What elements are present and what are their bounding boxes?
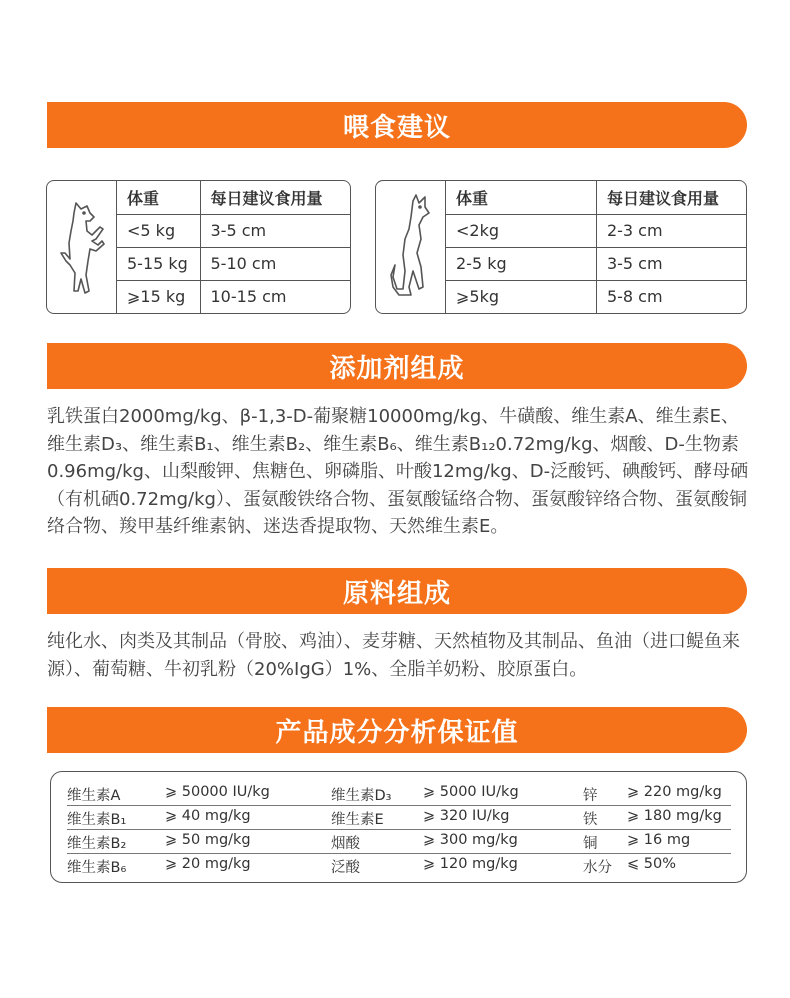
- amount-cell: 3-5 cm: [200, 214, 350, 247]
- nutrient-name: 锌: [583, 788, 598, 804]
- cat-feeding-table: [375, 180, 747, 314]
- nutrient-name: 维生素E: [331, 812, 384, 828]
- section-banner-feeding: [47, 102, 747, 148]
- table-row: [117, 280, 350, 313]
- table-row: [67, 829, 731, 854]
- weight-cell: 2-5 kg: [446, 247, 596, 280]
- amount-cell: 10-15 cm: [210, 287, 287, 307]
- cat-silhouette-icon: [376, 181, 446, 313]
- nutrient-name: 水分: [583, 860, 612, 876]
- dog-feeding-table: [46, 180, 351, 314]
- table-row: [446, 247, 746, 280]
- nutrient-analysis-table: [50, 771, 747, 883]
- amount-cell: 5-8 cm: [606, 287, 663, 307]
- nutrient-value: ⩾ 50000 IU/kg: [165, 784, 270, 800]
- section-banner-ingredients: [47, 568, 747, 614]
- header-weight: 体重: [117, 181, 200, 214]
- nutrient-name: 维生素B₆: [67, 860, 127, 876]
- weight-cell: ⩾15 kg: [117, 280, 200, 313]
- nutrient-value: ⩽ 50%: [627, 856, 676, 872]
- nutrient-name: 铁: [583, 812, 598, 828]
- header-amount: 每日建议食用量: [200, 181, 350, 214]
- nutrient-name: 维生素D₃: [331, 788, 392, 804]
- weight-cell: <2kg: [446, 214, 596, 247]
- additives-text: 乳铁蛋白2000mg/kg、β-1,3-D-葡聚糖10000mg/kg、牛磺酸、维生素A、维生素E、维生素D₃、维生素B₁、维生素B₂、维生素B₆、维生素B₁₂0.72mg/kg、烟酸、D-生物素0.96mg/kg、山梨酸钾、焦糖色、卵磷脂、叶酸12mg/kg、D-泛酸钙、碘酸钙、酵母硒（有机硒0.72mg/kg）、蛋氨酸铁络合物、蛋氨酸锰络合物、蛋氨酸锌络合物、蛋氨酸铜络合物、羧甲基纤维素钠、迷迭香提取物、天然维生素E。: [47, 406, 749, 537]
- table-row: [117, 214, 350, 247]
- nutrient-value: ⩾ 320 IU/kg: [423, 808, 510, 824]
- table-header-row: [117, 181, 350, 214]
- table-row: [446, 214, 746, 247]
- nutrient-value: ⩾ 16 mg: [627, 832, 691, 848]
- nutrient-name: 泛酸: [331, 860, 360, 876]
- nutrient-value: ⩾ 300 mg/kg: [423, 832, 518, 848]
- weight-cell: ⩾5kg: [446, 280, 596, 313]
- nutrient-name: 铜: [583, 836, 598, 852]
- table-row: [67, 781, 731, 806]
- section-title-ingredients: 原料组成: [342, 578, 451, 609]
- table-row: [67, 853, 731, 877]
- table-row: [446, 280, 746, 313]
- nutrient-value: ⩾ 220 mg/kg: [627, 784, 722, 800]
- amount-cell: 2-3 cm: [596, 214, 746, 247]
- section-title-analysis: 产品成分分析保证值: [275, 717, 519, 748]
- nutrient-name: 维生素B₂: [67, 836, 127, 852]
- weight-cell: 5-15 kg: [117, 247, 200, 280]
- nutrient-value: ⩾ 20 mg/kg: [165, 856, 251, 872]
- header-weight: 体重: [446, 181, 596, 214]
- header-amount: 每日建议食用量: [596, 181, 746, 214]
- section-banner-analysis: [47, 707, 747, 753]
- weight-cell: <5 kg: [117, 214, 200, 247]
- table-row: [117, 247, 350, 280]
- section-title-additives: 添加剂组成: [329, 353, 465, 384]
- amount-cell: 5-10 cm: [200, 247, 350, 280]
- nutrient-name: 烟酸: [331, 836, 360, 852]
- nutrient-value: ⩾ 120 mg/kg: [423, 856, 518, 872]
- nutrient-value: ⩾ 50 mg/kg: [165, 832, 251, 848]
- nutrient-value: ⩾ 5000 IU/kg: [423, 784, 519, 800]
- nutrient-value: ⩾ 180 mg/kg: [627, 808, 722, 824]
- dog-silhouette-icon: [47, 181, 117, 313]
- amount-cell: 3-5 cm: [596, 247, 746, 280]
- nutrient-value: ⩾ 40 mg/kg: [165, 808, 251, 824]
- section-title-feeding: 喂食建议: [342, 112, 451, 143]
- table-header-row: [446, 181, 746, 214]
- nutrient-name: 维生素B₁: [67, 812, 127, 828]
- nutrient-name: 维生素A: [67, 788, 121, 804]
- ingredients-text: 纯化水、肉类及其制品（骨胶、鸡油）、麦芽糖、天然植物及其制品、鱼油（进口鳀鱼来源）、葡萄糖、牛初乳粉（20%IgG）1%、全脂羊奶粉、胶原蛋白。: [47, 631, 740, 680]
- section-banner-additives: [47, 343, 747, 389]
- table-row: [67, 805, 731, 830]
